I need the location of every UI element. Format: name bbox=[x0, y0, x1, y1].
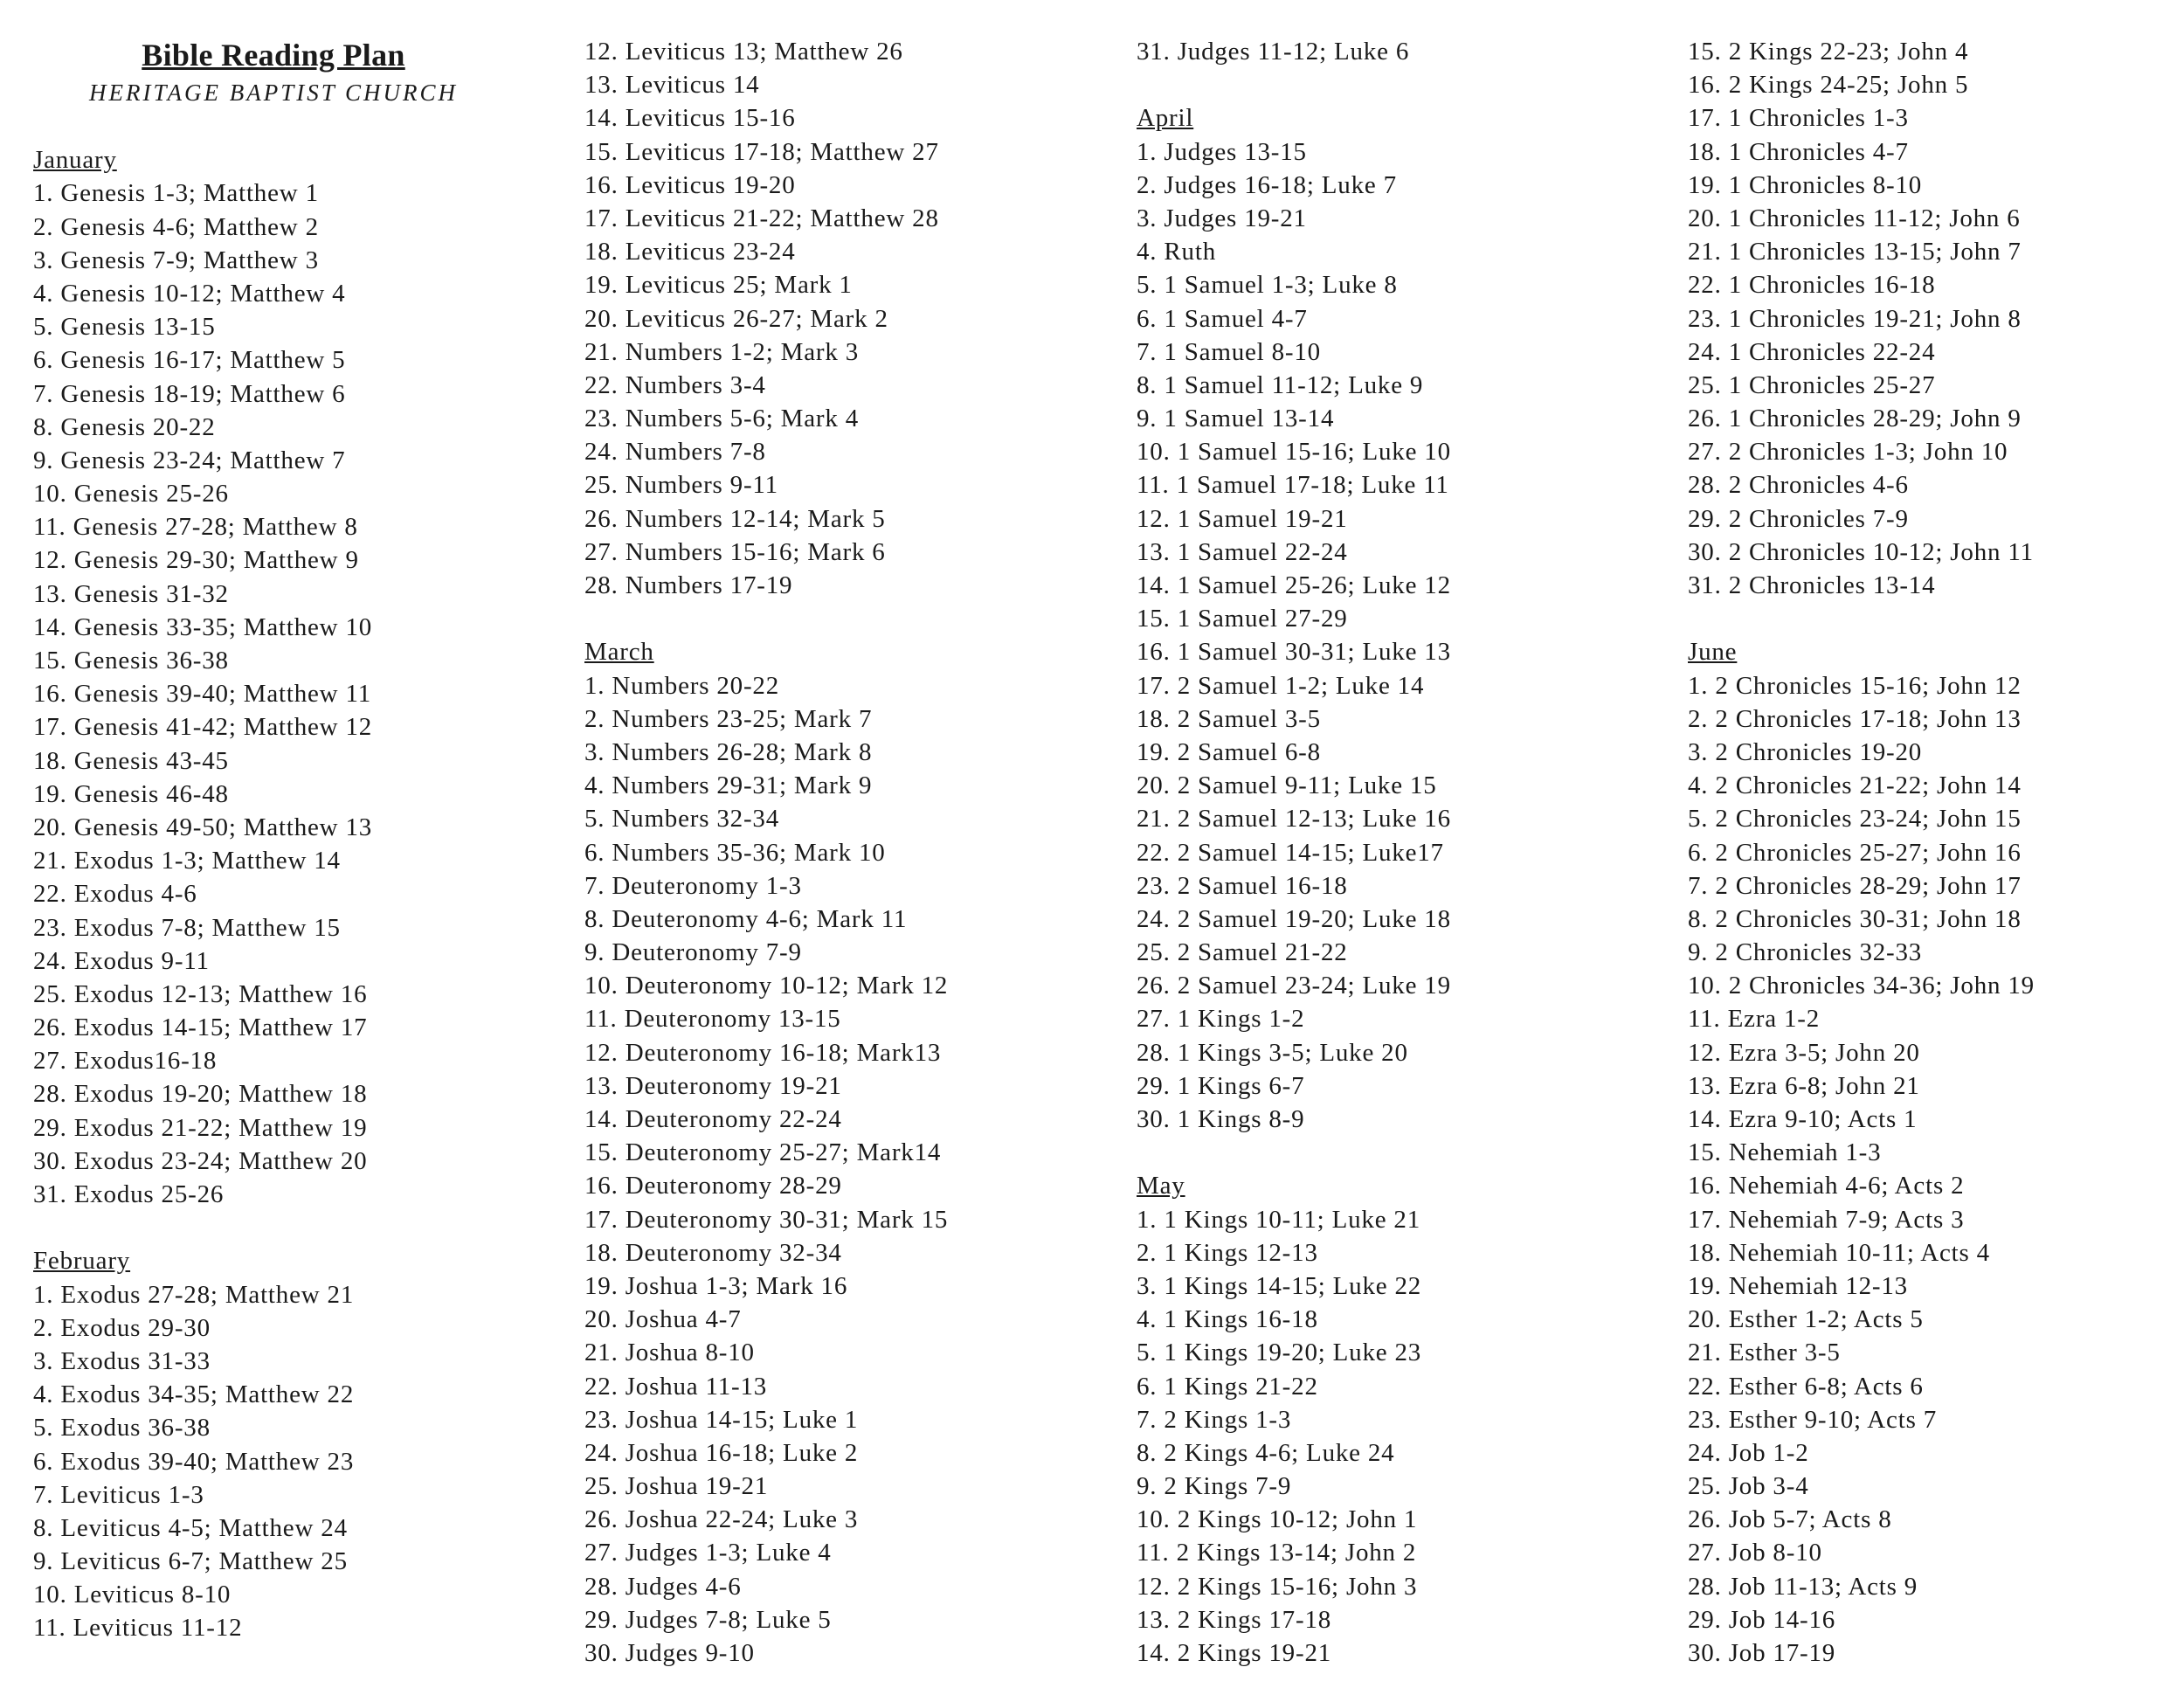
reading-entry: 4. 2 Chronicles 21-22; John 14 bbox=[1688, 771, 2022, 800]
reading-entry: 12. 1 Samuel 19-21 bbox=[1137, 504, 1348, 533]
reading-entry: 18. Genesis 43-45 bbox=[33, 746, 229, 775]
reading-entry: 4. 1 Kings 16-18 bbox=[1137, 1305, 1318, 1334]
reading-entry: 27. Job 8-10 bbox=[1688, 1539, 1822, 1567]
reading-entry: 25. 1 Chronicles 25-27 bbox=[1688, 370, 1936, 399]
month-heading: May bbox=[1137, 1172, 1185, 1200]
reading-entry: 24. Job 1-2 bbox=[1688, 1438, 1809, 1467]
spacer bbox=[33, 110, 557, 143]
reading-entry: 5. Exodus 36-38 bbox=[33, 1414, 211, 1442]
reading-entry: 28. 1 Kings 3-5; Luke 20 bbox=[1137, 1038, 1408, 1067]
reading-entry: 8. Deuteronomy 4-6; Mark 11 bbox=[584, 904, 908, 933]
reading-entry: 15. Leviticus 17-18; Matthew 27 bbox=[584, 137, 939, 166]
column-body bbox=[1688, 35, 2184, 1670]
reading-entry: 31. 2 Chronicles 13-14 bbox=[1688, 571, 1936, 599]
reading-entry: 11. Deuteronomy 13-15 bbox=[584, 1005, 841, 1034]
reading-entry: 19. Genesis 46-48 bbox=[33, 779, 229, 808]
reading-entry: 12. 2 Kings 15-16; John 3 bbox=[1137, 1572, 1418, 1601]
reading-entry: 28. Judges 4-6 bbox=[584, 1572, 742, 1601]
reading-entry: 9. 2 Kings 7-9 bbox=[1137, 1472, 1292, 1501]
reading-entry: 29. 1 Kings 6-7 bbox=[1137, 1071, 1305, 1100]
reading-entry: 13. Ezra 6-8; John 21 bbox=[1688, 1071, 1920, 1100]
reading-entry: 1. Exodus 27-28; Matthew 21 bbox=[33, 1280, 355, 1309]
reading-entry: 18. Deuteronomy 32-34 bbox=[584, 1238, 842, 1267]
reading-entry: 30. Job 17-19 bbox=[1688, 1639, 1836, 1667]
reading-entry: 24. 1 Chronicles 22-24 bbox=[1688, 337, 1936, 366]
reading-entry: 14. Deuteronomy 22-24 bbox=[584, 1105, 842, 1133]
reading-entry: 10. 1 Samuel 15-16; Luke 10 bbox=[1137, 438, 1451, 467]
reading-entry: 19. Nehemiah 12-13 bbox=[1688, 1271, 1908, 1300]
reading-entry: 20. Leviticus 26-27; Mark 2 bbox=[584, 304, 888, 333]
reading-entry: 16. Leviticus 19-20 bbox=[584, 170, 796, 199]
reading-entry: 21. 2 Samuel 12-13; Luke 16 bbox=[1137, 805, 1451, 834]
reading-entry: 1. 1 Kings 10-11; Luke 21 bbox=[1137, 1205, 1421, 1234]
reading-entry: 11. Ezra 1-2 bbox=[1688, 1005, 1821, 1034]
spacer bbox=[1688, 602, 2184, 635]
reading-entry: 26. 2 Samuel 23-24; Luke 19 bbox=[1137, 972, 1451, 1000]
reading-entry: 3. Numbers 26-28; Mark 8 bbox=[584, 737, 873, 766]
reading-entry: 30. 1 Kings 8-9 bbox=[1137, 1105, 1305, 1133]
reading-entry: 22. Joshua 11-13 bbox=[584, 1372, 768, 1401]
reading-entry: 6. Exodus 39-40; Matthew 23 bbox=[33, 1447, 355, 1476]
header bbox=[33, 35, 514, 110]
spacer bbox=[1137, 68, 1661, 101]
reading-entry: 17. 1 Chronicles 1-3 bbox=[1688, 104, 1909, 133]
reading-entry: 15. Genesis 36-38 bbox=[33, 647, 229, 675]
reading-entry: 20. Joshua 4-7 bbox=[584, 1305, 742, 1334]
reading-entry: 2. Judges 16-18; Luke 7 bbox=[1137, 170, 1397, 199]
reading-entry: 3. Exodus 31-33 bbox=[33, 1346, 211, 1375]
reading-entry: 16. Nehemiah 4-6; Acts 2 bbox=[1688, 1172, 1965, 1200]
reading-entry: 8. Leviticus 4-5; Matthew 24 bbox=[33, 1513, 348, 1542]
reading-entry: 2. 2 Chronicles 17-18; John 13 bbox=[1688, 704, 2022, 733]
reading-entry: 1. Judges 13-15 bbox=[1137, 137, 1307, 166]
reading-entry: 9. Genesis 23-24; Matthew 7 bbox=[33, 446, 346, 474]
reading-entry: 9. 1 Samuel 13-14 bbox=[1137, 405, 1335, 433]
reading-entry: 10. Genesis 25-26 bbox=[33, 480, 229, 508]
column-2 bbox=[584, 35, 1109, 1670]
reading-entry: 26. Numbers 12-14; Mark 5 bbox=[584, 504, 886, 533]
month-heading: March bbox=[584, 638, 654, 667]
reading-entry: 11. 2 Kings 13-14; John 2 bbox=[1137, 1539, 1417, 1567]
reading-entry: 6. Numbers 35-36; Mark 10 bbox=[584, 838, 886, 867]
reading-entry: 29. 2 Chronicles 7-9 bbox=[1688, 504, 1909, 533]
reading-entry: 8. Genesis 20-22 bbox=[33, 412, 216, 441]
reading-entry: 7. Leviticus 1-3 bbox=[33, 1480, 204, 1509]
reading-entry: 13. Leviticus 14 bbox=[584, 71, 760, 100]
reading-entry: 10. 2 Chronicles 34-36; John 19 bbox=[1688, 972, 2035, 1000]
reading-entry: 2. Exodus 29-30 bbox=[33, 1313, 211, 1342]
reading-entry: 30. 2 Chronicles 10-12; John 11 bbox=[1688, 537, 2034, 566]
reading-entry: 25. Job 3-4 bbox=[1688, 1472, 1809, 1501]
reading-entry: 18. 1 Chronicles 4-7 bbox=[1688, 137, 1909, 166]
reading-entry: 2. Numbers 23-25; Mark 7 bbox=[584, 704, 873, 733]
reading-entry: 20. Genesis 49-50; Matthew 13 bbox=[33, 813, 373, 841]
reading-entry: 18. Leviticus 23-24 bbox=[584, 238, 796, 266]
reading-entry: 23. Joshua 14-15; Luke 1 bbox=[584, 1405, 859, 1434]
month-heading: April bbox=[1137, 104, 1194, 133]
reading-entry: 14. 1 Samuel 25-26; Luke 12 bbox=[1137, 571, 1451, 599]
reading-entry: 26. Joshua 22-24; Luke 3 bbox=[584, 1505, 859, 1534]
reading-entry: 18. Nehemiah 10-11; Acts 4 bbox=[1688, 1238, 1990, 1267]
reading-entry: 27. 2 Chronicles 1-3; John 10 bbox=[1688, 438, 2008, 467]
reading-entry: 26. Exodus 14-15; Matthew 17 bbox=[33, 1013, 368, 1042]
reading-entry: 6. Genesis 16-17; Matthew 5 bbox=[33, 346, 346, 375]
reading-entry: 21. Exodus 1-3; Matthew 14 bbox=[33, 847, 341, 875]
reading-entry: 26. Job 5-7; Acts 8 bbox=[1688, 1505, 1892, 1534]
reading-entry: 31. Judges 11-12; Luke 6 bbox=[1137, 38, 1410, 66]
reading-entry: 16. 2 Kings 24-25; John 5 bbox=[1688, 71, 1969, 100]
reading-entry: 17. Nehemiah 7-9; Acts 3 bbox=[1688, 1205, 1965, 1234]
reading-entry: 2. 1 Kings 12-13 bbox=[1137, 1238, 1318, 1267]
reading-entry: 1. Numbers 20-22 bbox=[584, 671, 780, 700]
reading-entry: 28. Numbers 17-19 bbox=[584, 571, 793, 599]
reading-entry: 2. Genesis 4-6; Matthew 2 bbox=[33, 212, 319, 241]
reading-entry: 29. Judges 7-8; Luke 5 bbox=[584, 1605, 832, 1634]
reading-entry: 20. 2 Samuel 9-11; Luke 15 bbox=[1137, 771, 1437, 800]
reading-entry: 27. Numbers 15-16; Mark 6 bbox=[584, 537, 886, 566]
spacer bbox=[1137, 1136, 1661, 1169]
reading-entry: 22. Exodus 4-6 bbox=[33, 880, 197, 909]
reading-entry: 13. 2 Kings 17-18 bbox=[1137, 1605, 1332, 1634]
reading-entry: 19. Joshua 1-3; Mark 16 bbox=[584, 1271, 848, 1300]
column-body bbox=[1137, 35, 1661, 1670]
reading-entry: 17. Deuteronomy 30-31; Mark 15 bbox=[584, 1205, 949, 1234]
column-body bbox=[584, 35, 1109, 1670]
reading-entry: 15. 2 Kings 22-23; John 4 bbox=[1688, 38, 1969, 66]
church-name: HERITAGE BAPTIST CHURCH bbox=[89, 80, 458, 106]
reading-entry: 21. Esther 3-5 bbox=[1688, 1339, 1841, 1367]
reading-entry: 1. 2 Chronicles 15-16; John 12 bbox=[1688, 671, 2022, 700]
column-body bbox=[33, 110, 557, 1645]
reading-entry: 20. Esther 1-2; Acts 5 bbox=[1688, 1305, 1924, 1334]
reading-entry: 13. 1 Samuel 22-24 bbox=[1137, 537, 1348, 566]
reading-entry: 19. 2 Samuel 6-8 bbox=[1137, 737, 1321, 766]
reading-entry: 9. Deuteronomy 7-9 bbox=[584, 938, 802, 967]
reading-entry: 21. Numbers 1-2; Mark 3 bbox=[584, 337, 859, 366]
reading-entry: 17. 2 Samuel 1-2; Luke 14 bbox=[1137, 671, 1425, 700]
reading-entry: 21. 1 Chronicles 13-15; John 7 bbox=[1688, 238, 2022, 266]
reading-entry: 4. Genesis 10-12; Matthew 4 bbox=[33, 279, 346, 308]
month-heading: January bbox=[33, 146, 117, 175]
reading-entry: 7. 1 Samuel 8-10 bbox=[1137, 337, 1321, 366]
reading-entry: 7. Deuteronomy 1-3 bbox=[584, 871, 802, 900]
reading-entry: 22. 1 Chronicles 16-18 bbox=[1688, 271, 1936, 300]
reading-entry: 23. Exodus 7-8; Matthew 15 bbox=[33, 913, 341, 942]
reading-entry: 9. 2 Chronicles 32-33 bbox=[1688, 938, 1923, 967]
reading-entry: 12. Genesis 29-30; Matthew 9 bbox=[33, 546, 359, 575]
reading-entry: 15. Deuteronomy 25-27; Mark14 bbox=[584, 1138, 942, 1167]
reading-entry: 8. 2 Chronicles 30-31; John 18 bbox=[1688, 904, 2022, 933]
reading-entry: 25. 2 Samuel 21-22 bbox=[1137, 938, 1348, 967]
reading-entry: 26. 1 Chronicles 28-29; John 9 bbox=[1688, 405, 2022, 433]
reading-entry: 11. 1 Samuel 17-18; Luke 11 bbox=[1137, 471, 1449, 500]
reading-entry: 14. 2 Kings 19-21 bbox=[1137, 1639, 1332, 1667]
reading-entry: 5. 1 Samuel 1-3; Luke 8 bbox=[1137, 271, 1398, 300]
reading-entry: 28. 2 Chronicles 4-6 bbox=[1688, 471, 1909, 500]
reading-entry: 7. 2 Chronicles 28-29; John 17 bbox=[1688, 871, 2022, 900]
column-4 bbox=[1688, 35, 2184, 1670]
reading-entry: 23. 1 Chronicles 19-21; John 8 bbox=[1688, 304, 2022, 333]
reading-entry: 15. Nehemiah 1-3 bbox=[1688, 1138, 1882, 1167]
reading-entry: 3. Judges 19-21 bbox=[1137, 204, 1307, 232]
reading-entry: 3. 1 Kings 14-15; Luke 22 bbox=[1137, 1271, 1422, 1300]
reading-entry: 24. Exodus 9-11 bbox=[33, 946, 210, 975]
reading-entry: 12. Ezra 3-5; John 20 bbox=[1688, 1038, 1920, 1067]
spacer bbox=[584, 602, 1109, 635]
reading-entry: 20. 1 Chronicles 11-12; John 6 bbox=[1688, 204, 2021, 232]
month-heading: June bbox=[1688, 638, 1738, 667]
reading-entry: 21. Joshua 8-10 bbox=[584, 1339, 755, 1367]
reading-entry: 4. Ruth bbox=[1137, 238, 1216, 266]
reading-entry: 14. Leviticus 15-16 bbox=[584, 104, 796, 133]
reading-entry: 7. 2 Kings 1-3 bbox=[1137, 1405, 1292, 1434]
reading-entry: 30. Exodus 23-24; Matthew 20 bbox=[33, 1146, 368, 1175]
reading-entry: 5. 2 Chronicles 23-24; John 15 bbox=[1688, 805, 2022, 834]
column-1 bbox=[33, 35, 557, 1645]
reading-entry: 11. Leviticus 11-12 bbox=[33, 1614, 243, 1643]
reading-entry: 13. Deuteronomy 19-21 bbox=[584, 1071, 842, 1100]
reading-entry: 22. 2 Samuel 14-15; Luke17 bbox=[1137, 838, 1444, 867]
month-heading: February bbox=[33, 1247, 131, 1276]
reading-entry: 5. Genesis 13-15 bbox=[33, 313, 216, 342]
reading-entry: 4. Exodus 34-35; Matthew 22 bbox=[33, 1380, 355, 1409]
spacer bbox=[33, 1211, 557, 1244]
reading-entry: 22. Esther 6-8; Acts 6 bbox=[1688, 1372, 1924, 1401]
reading-entry: 28. Job 11-13; Acts 9 bbox=[1688, 1572, 1918, 1601]
reading-entry: 24. Numbers 7-8 bbox=[584, 438, 766, 467]
reading-entry: 17. Genesis 41-42; Matthew 12 bbox=[33, 713, 373, 742]
reading-entry: 13. Genesis 31-32 bbox=[33, 579, 229, 608]
reading-entry: 6. 1 Kings 21-22 bbox=[1137, 1372, 1318, 1401]
reading-entry: 29. Job 14-16 bbox=[1688, 1605, 1836, 1634]
reading-entry: 27. Judges 1-3; Luke 4 bbox=[584, 1539, 832, 1567]
reading-entry: 25. Joshua 19-21 bbox=[584, 1472, 769, 1501]
reading-entry: 27. 1 Kings 1-2 bbox=[1137, 1005, 1305, 1034]
reading-entry: 1. Genesis 1-3; Matthew 1 bbox=[33, 179, 319, 208]
reading-entry: 17. Leviticus 21-22; Matthew 28 bbox=[584, 204, 939, 232]
reading-entry: 25. Exodus 12-13; Matthew 16 bbox=[33, 979, 368, 1008]
reading-entry: 9. Leviticus 6-7; Matthew 25 bbox=[33, 1547, 348, 1576]
column-3 bbox=[1137, 35, 1661, 1670]
reading-entry: 16. Genesis 39-40; Matthew 11 bbox=[33, 680, 371, 709]
reading-entry: 11. Genesis 27-28; Matthew 8 bbox=[33, 513, 358, 542]
reading-entry: 8. 1 Samuel 11-12; Luke 9 bbox=[1137, 370, 1424, 399]
reading-entry: 7. Genesis 18-19; Matthew 6 bbox=[33, 379, 346, 408]
reading-entry: 23. Numbers 5-6; Mark 4 bbox=[584, 405, 859, 433]
reading-entry: 28. Exodus 19-20; Matthew 18 bbox=[33, 1080, 368, 1109]
reading-entry: 23. 2 Samuel 16-18 bbox=[1137, 871, 1348, 900]
reading-entry: 3. 2 Chronicles 19-20 bbox=[1688, 737, 1923, 766]
reading-entry: 14. Ezra 9-10; Acts 1 bbox=[1688, 1105, 1918, 1133]
reading-entry: 30. Judges 9-10 bbox=[584, 1639, 755, 1667]
reading-entry: 16. 1 Samuel 30-31; Luke 13 bbox=[1137, 638, 1451, 667]
reading-entry: 15. 1 Samuel 27-29 bbox=[1137, 605, 1348, 633]
reading-entry: 23. Esther 9-10; Acts 7 bbox=[1688, 1405, 1938, 1434]
reading-entry: 12. Deuteronomy 16-18; Mark13 bbox=[584, 1038, 942, 1067]
reading-entry: 25. Numbers 9-11 bbox=[584, 471, 778, 500]
reading-entry: 10. Deuteronomy 10-12; Mark 12 bbox=[584, 972, 949, 1000]
reading-entry: 14. Genesis 33-35; Matthew 10 bbox=[33, 612, 373, 641]
reading-entry: 5. Numbers 32-34 bbox=[584, 805, 780, 834]
reading-entry: 12. Leviticus 13; Matthew 26 bbox=[584, 38, 903, 66]
reading-entry: 16. Deuteronomy 28-29 bbox=[584, 1172, 842, 1200]
reading-entry: 19. Leviticus 25; Mark 1 bbox=[584, 271, 853, 300]
reading-entry: 8. 2 Kings 4-6; Luke 24 bbox=[1137, 1438, 1395, 1467]
reading-entry: 22. Numbers 3-4 bbox=[584, 370, 766, 399]
reading-entry: 5. 1 Kings 19-20; Luke 23 bbox=[1137, 1339, 1422, 1367]
reading-entry: 24. 2 Samuel 19-20; Luke 18 bbox=[1137, 904, 1451, 933]
reading-entry: 31. Exodus 25-26 bbox=[33, 1180, 225, 1208]
reading-entry: 19. 1 Chronicles 8-10 bbox=[1688, 170, 1923, 199]
reading-entry: 29. Exodus 21-22; Matthew 19 bbox=[33, 1113, 368, 1142]
reading-entry: 4. Numbers 29-31; Mark 9 bbox=[584, 771, 873, 800]
reading-entry: 18. 2 Samuel 3-5 bbox=[1137, 704, 1321, 733]
reading-entry: 6. 1 Samuel 4-7 bbox=[1137, 304, 1308, 333]
reading-entry: 10. 2 Kings 10-12; John 1 bbox=[1137, 1505, 1418, 1534]
reading-entry: 27. Exodus16-18 bbox=[33, 1047, 218, 1076]
reading-entry: 3. Genesis 7-9; Matthew 3 bbox=[33, 246, 319, 274]
reading-entry: 6. 2 Chronicles 25-27; John 16 bbox=[1688, 838, 2022, 867]
reading-entry: 10. Leviticus 8-10 bbox=[33, 1581, 232, 1609]
page-title: Bible Reading Plan bbox=[142, 38, 405, 73]
reading-entry: 24. Joshua 16-18; Luke 2 bbox=[584, 1438, 859, 1467]
